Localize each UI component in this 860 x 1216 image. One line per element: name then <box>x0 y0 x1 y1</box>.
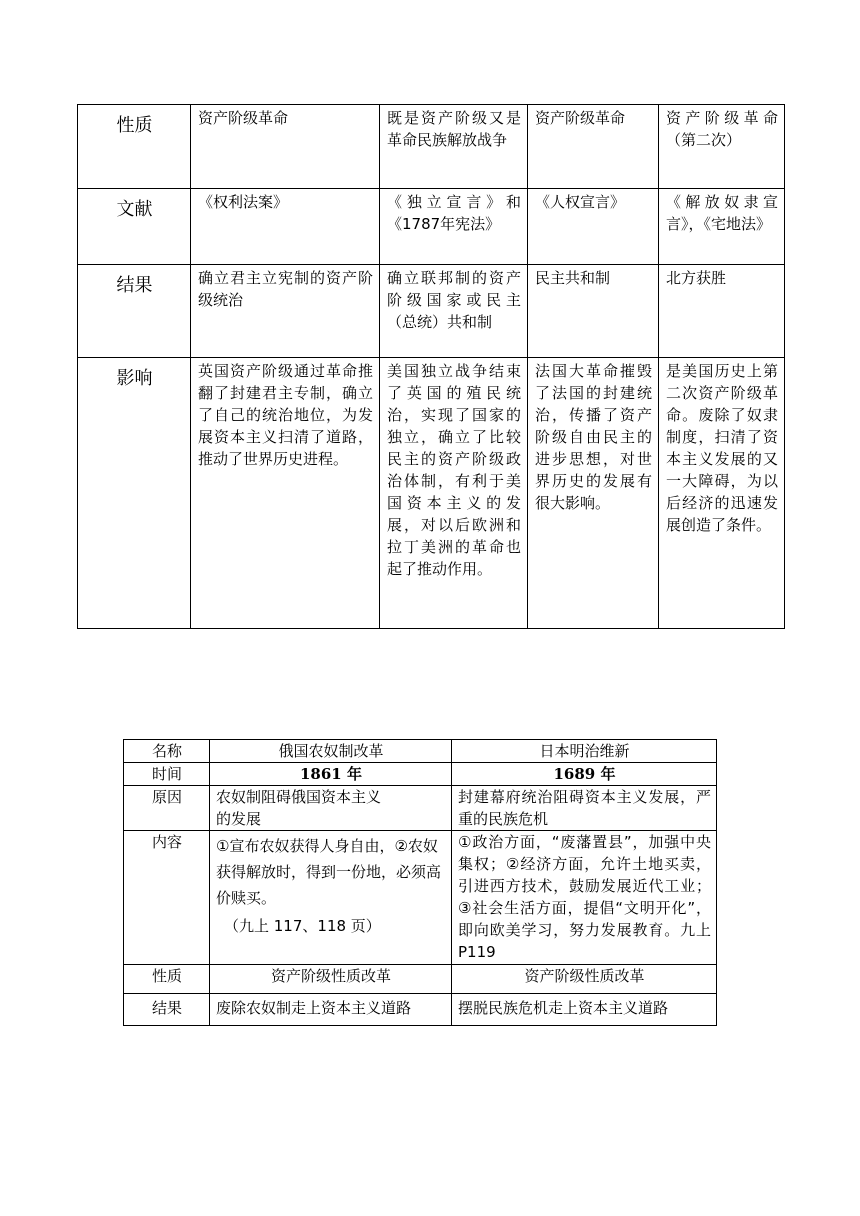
column-header: 俄国农奴制改革 <box>210 740 452 763</box>
table-cell: 确立君主立宪制的资产阶级统治 <box>191 265 380 358</box>
table-row <box>78 105 785 189</box>
page-reference-note: （九上 117、118 页） <box>224 917 381 935</box>
table-cell: 法国大革命摧毁了法国的封建统治，传播了资产阶级自由民主的进步思想，对世界历史的发展有很大影响。 <box>528 358 659 629</box>
table-cell: 确立联邦制的资产阶级国家或民主（总统）共和制 <box>380 265 528 358</box>
row-label: 结果 <box>78 265 191 358</box>
row-label: 性质 <box>124 965 210 994</box>
table-cell: 资产阶级革命 <box>528 105 659 189</box>
table-cell: 废除农奴制走上资本主义道路 <box>210 994 452 1026</box>
table-cell: ①政治方面，“废藩置县”，加强中央集权；②经济方面，允许土地买卖，引进西方技术，鼓励发展近代工业；③社会生活方面，提倡“文明开化”，即向欧美学习，努力发展教育。九上 P119 <box>452 831 717 965</box>
table-cell: 摆脱民族危机走上资本主义道路 <box>452 994 717 1026</box>
table-cell <box>210 786 452 831</box>
table-row <box>78 189 785 265</box>
row-label: 性质 <box>78 105 191 189</box>
table-cell: 资产阶级革命 <box>191 105 380 189</box>
table-cell: 英国资产阶级通过革命推翻了封建君主专制，确立了自己的统治地位，为发展资本主义扫清了道路，推动了世界历史进程。 <box>191 358 380 629</box>
text-line: 农奴制阻碍俄国资本主义 <box>216 788 382 806</box>
table-cell: 美国独立战争结束了英国的殖民统治，实现了国家的独立，确立了比较民主的资产阶级政治体制，有利于美国资本主义的发展，对以后欧洲和拉丁美洲的革命也起了推动作用。 <box>380 358 528 629</box>
table-row <box>124 994 717 1026</box>
row-label: 结果 <box>124 994 210 1026</box>
reform-comparison-table <box>123 739 717 1026</box>
table-cell: 是美国历史上第二次资产阶级革命。废除了奴隶制度，扫清了资本主义发展的又一大障碍，为以后经济的迅速发展创造了条件。 <box>659 358 785 629</box>
table-row <box>124 831 717 965</box>
table-cell: 《权利法案》 <box>191 189 380 265</box>
row-label: 名称 <box>124 740 210 763</box>
table-cell: 既是资产阶级又是革命民族解放战争 <box>380 105 528 189</box>
row-label: 原因 <box>124 786 210 831</box>
table-cell: 《人权宣言》 <box>528 189 659 265</box>
table-cell: 资产阶级革命（第二次） <box>659 105 785 189</box>
table-header-row <box>124 740 717 763</box>
content-text: ①宣布农奴获得人身自由，②农奴获得解放时，得到一份地，必须高价赎买。 <box>216 837 442 907</box>
table-cell: 封建幕府统治阻碍资本主义发展，严重的民族危机 <box>452 786 717 831</box>
table-cell: 《解放奴隶宣言》，《宅地法》 <box>659 189 785 265</box>
table-cell: 北方获胜 <box>659 265 785 358</box>
table-cell <box>210 831 452 965</box>
row-label: 时间 <box>124 763 210 786</box>
table-cell: 资产阶级性质改革 <box>210 965 452 994</box>
row-label: 内容 <box>124 831 210 965</box>
table-row <box>78 265 785 358</box>
revolution-comparison-table <box>77 104 785 629</box>
table-cell: 资产阶级性质改革 <box>452 965 717 994</box>
table-cell: 1689 年 <box>452 763 717 786</box>
table-cell: 1861 年 <box>210 763 452 786</box>
text-line: 的发展 <box>216 810 262 828</box>
table-row <box>124 786 717 831</box>
row-label: 文献 <box>78 189 191 265</box>
table-row <box>124 763 717 786</box>
table-row <box>78 358 785 629</box>
row-label: 影响 <box>78 358 191 629</box>
column-header: 日本明治维新 <box>452 740 717 763</box>
table-row <box>124 965 717 994</box>
table-cell: 民主共和制 <box>528 265 659 358</box>
table-cell: 《独立宣言》和《1787年宪法》 <box>380 189 528 265</box>
